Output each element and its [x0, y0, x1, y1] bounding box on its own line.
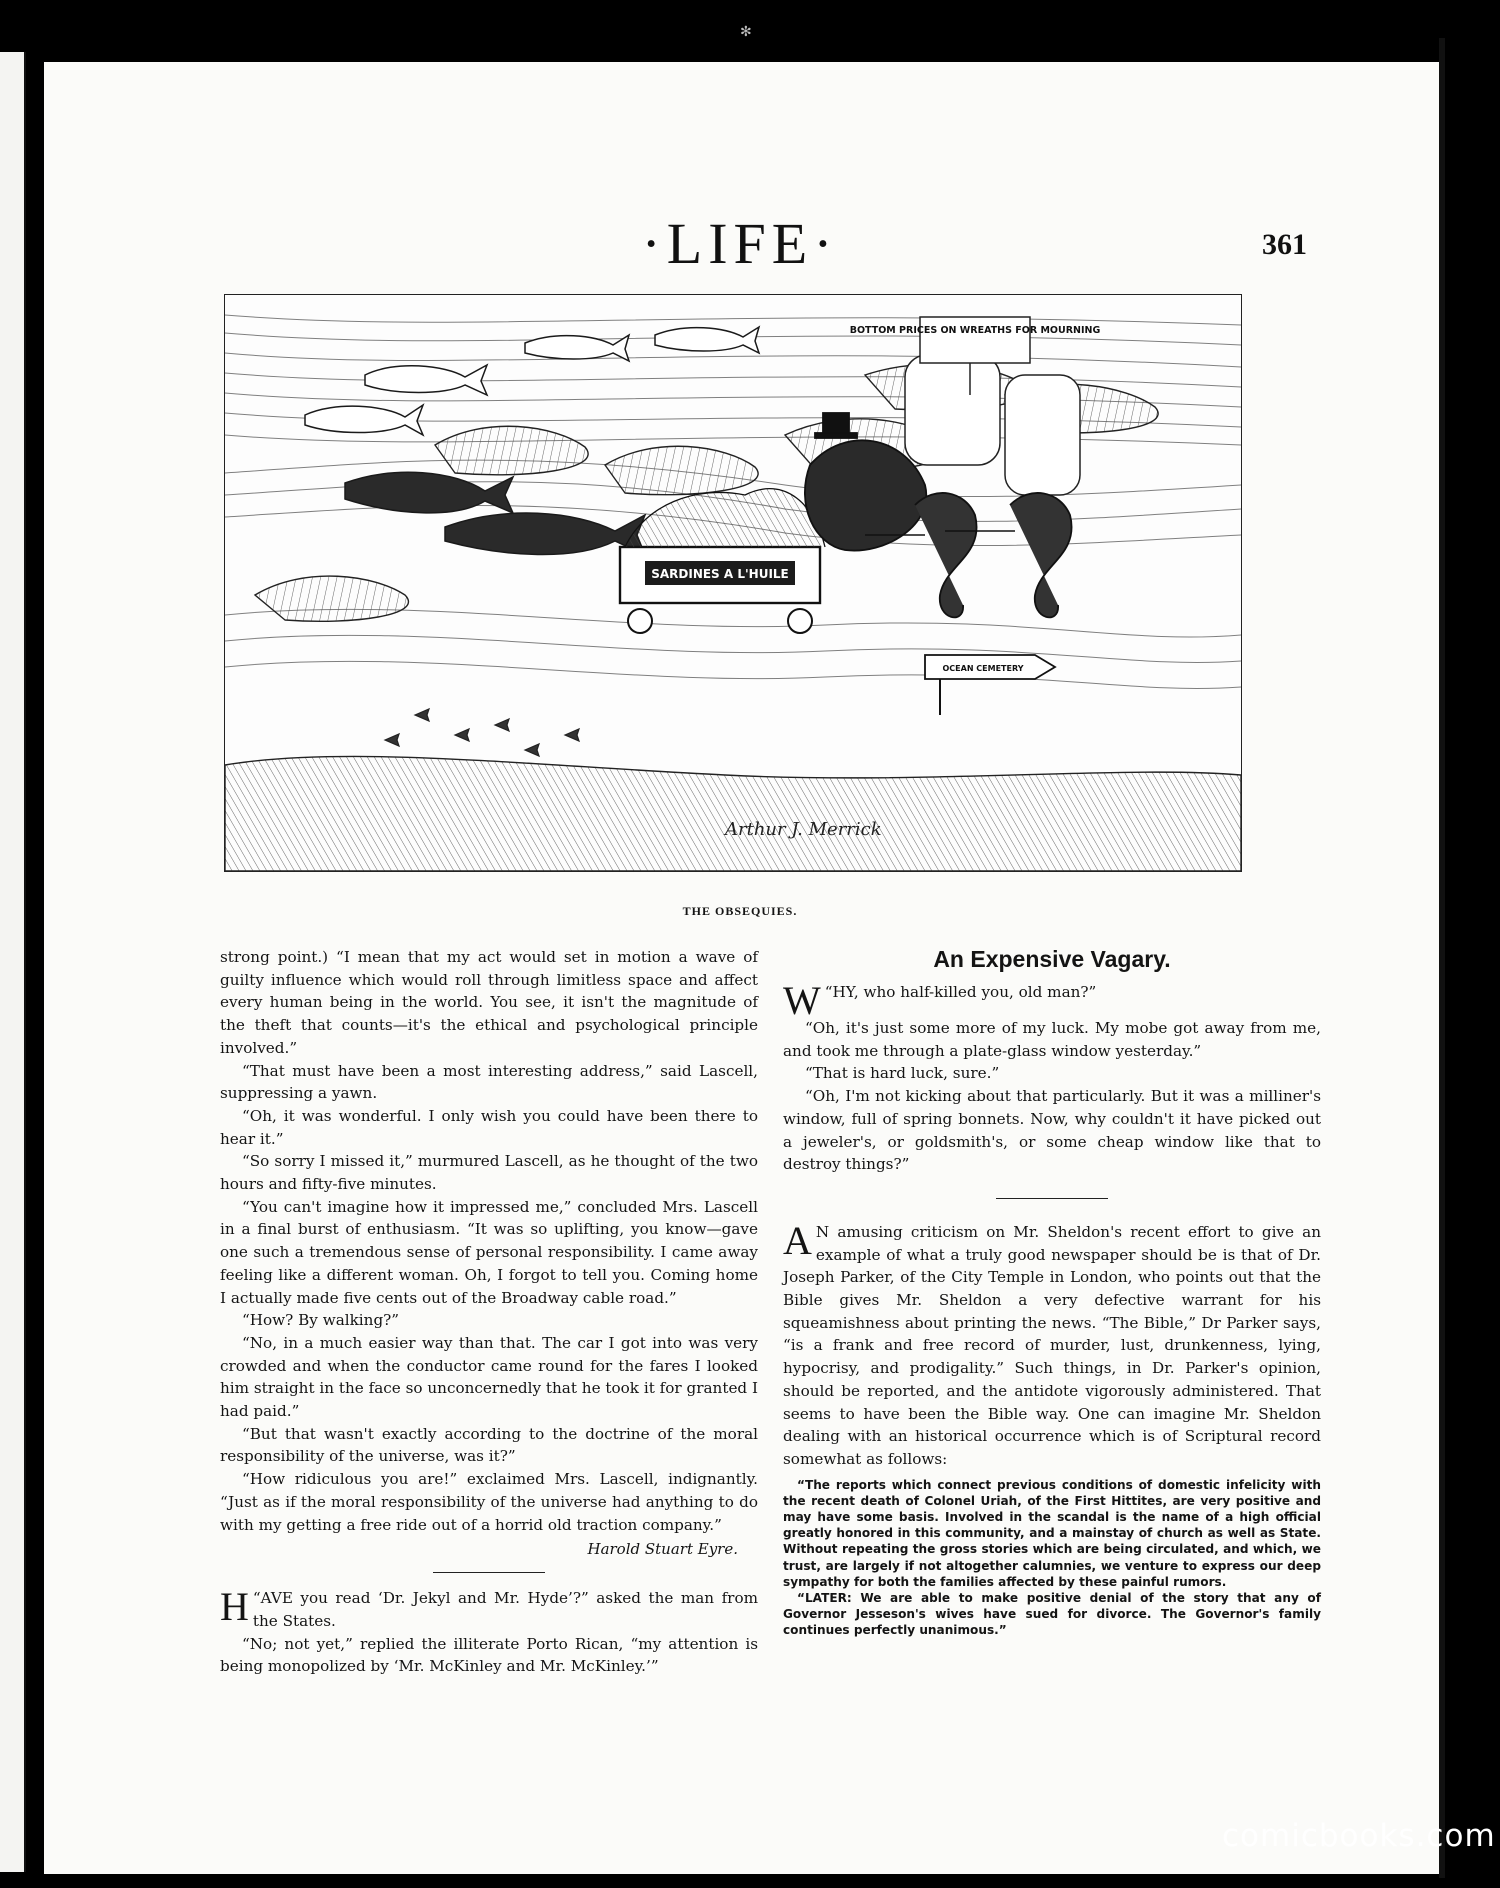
artist-signature: Arthur J. Merrick [725, 819, 882, 840]
cemetery-sign-text: OCEAN CEMETERY [942, 664, 1024, 673]
dropcap-quote: “ [252, 1589, 261, 1608]
coffin-label: SARDINES A L'HUILE [651, 567, 789, 581]
section-divider [433, 1572, 545, 1573]
article-headline: An Expensive Vagary. [933, 946, 1171, 972]
joke-opening [220, 1584, 758, 1632]
cartoon-illustration [224, 294, 1242, 872]
page-number: 361 [1262, 228, 1307, 261]
joke-reply: “No; not yet,” replied the illiterate Porto Rican, “my attention is being monopolized by ‘Mr. McKinley and Mr. McKinley.’” [220, 1634, 758, 1676]
story-paragraph: “That must have been a most interesting address,” said Lascell, suppressing a yawn. [220, 1061, 758, 1103]
story-paragraph: “So sorry I missed it,” murmured Lascell, as he thought of the two hours and fifty-five minutes. [220, 1152, 758, 1194]
dropcap-letter: W [783, 978, 821, 1023]
dialogue-line: “That is hard luck, sure.” [805, 1064, 1000, 1083]
scan-mark: ✻ [740, 24, 752, 40]
dialogue-opening-text: HY, who half-killed you, old man?” [832, 983, 1097, 1001]
dropcap-quote: “ [824, 983, 833, 1001]
dialogue-line: “Oh, it's just some more of my luck. My mobe got away from me, and took me through a plate-glass window yesterday.” [783, 1019, 1321, 1060]
underwater-funeral-drawing [225, 295, 1241, 871]
joke-opening-text: AVE you read ‘Dr. Jekyl and Mr. Hyde’?” asked the man from the States. [252, 1589, 758, 1630]
dropcap-letter: A [783, 1217, 812, 1263]
story-paragraph: “How? By walking?” [242, 1311, 400, 1330]
dialogue-line: “Oh, I'm not kicking about that particularly. But it was a milliner's window, full of spring bonnets. Now, why couldn't it have picked out a jeweler's, or goldsmith's, or some cheap window like that to destroy things?” [783, 1087, 1321, 1174]
author-signature: Harold Stuart Eyre. [587, 1540, 738, 1559]
story-paragraph: “But that wasn't exactly according to the doctrine of the moral responsibility of the universe, was it?” [220, 1424, 758, 1466]
article-body-text: N amusing criticism on Mr. Sheldon's recent effort to give an example of what a truly good newspaper should be is that of Dr. Joseph Parker, of the City Temple in London, who points out that the Bible gives Mr. Sheldon a very defective warrant for his squeamishness about printing the news. “The Bible,” Dr Parker says, “is a frank and free record of murder, lust, drunkenness, lying, hypocrisy, and prodigality.” Such things, in Dr. Parker's opinion, should be reported, and the antidote vigorously administered. That seems to have been the Bible way. One can imagine Mr. Sheldon dealing with an historical occurrence which is of Scriptural record somewhat as follows: [783, 1222, 1321, 1468]
site-watermark: comicbooks.com [1222, 1818, 1496, 1854]
right-column [783, 946, 1321, 1639]
quoted-report-later: “LATER: We are able to make positive denial of the story that any of Governor Jesseson's wives have sued for divorce. The Governor's family continues perfectly unanimous.” [783, 1591, 1321, 1638]
dialogue-opening [783, 978, 1321, 1023]
story-paragraph: “You can't imagine how it impressed me,” concluded Mrs. Lascell in a final burst of enthusiasm. “It was so uplifting, you know—gave one such a tremendous sense of personal responsibility. I came away feeling like a different woman. Oh, I forgot to tell you. Coming home I actually made five cents out of the Broadway cable road.” [220, 1197, 758, 1307]
story-paragraph: “How ridiculous you are!” exclaimed Mrs. Lascell, indignantly. “Just as if the moral responsibility of the universe had anything to do with my getting a free ride out of a horrid old traction company.” [220, 1470, 758, 1534]
section-divider [996, 1198, 1108, 1199]
story-paragraph: “No, in a much easier way than that. The car I got into was very crowded and when the conductor came round for the fares I looked him straight in the face so unconcernedly that he took it for granted I had paid.” [220, 1333, 758, 1421]
masthead: ·LIFE· [641, 211, 839, 276]
adjacent-page-edge [0, 52, 26, 1872]
dropcap-letter: H [220, 1584, 249, 1630]
sign-wreaths-text: BOTTOM PRICES ON WREATHS FOR MOURNING [849, 325, 1101, 336]
story-paragraph: “Oh, it was wonderful. I only wish you could have been there to hear it.” [220, 1106, 758, 1148]
page-binding-edge [1439, 38, 1445, 1878]
story-paragraph: strong point.) “I mean that my act would set in motion a wave of guilty influence which would roll through limitless space and affect every human being in the world. You see, it isn't the magnitude of the theft that counts—it's the ethical and psychological principle involved.” [220, 948, 758, 1057]
illustration-caption: THE OBSEQUIES. [682, 904, 798, 918]
quoted-report: “The reports which connect previous conditions of domestic infelicity with the recent death of Colonel Uriah, of the First Hittites, are very positive and may have some basis. Involved in the scandal is the name of a high official greatly honored in this community, and a mainstay of church as well as State. Without repeating the gross stories which are being circulated, and which, we trust, are largely if not altogether calumnies, we venture to express our deep sympathy for both the families affected by these painful rumors. [783, 1477, 1321, 1589]
left-column [220, 946, 758, 1678]
article-body [783, 1217, 1321, 1471]
